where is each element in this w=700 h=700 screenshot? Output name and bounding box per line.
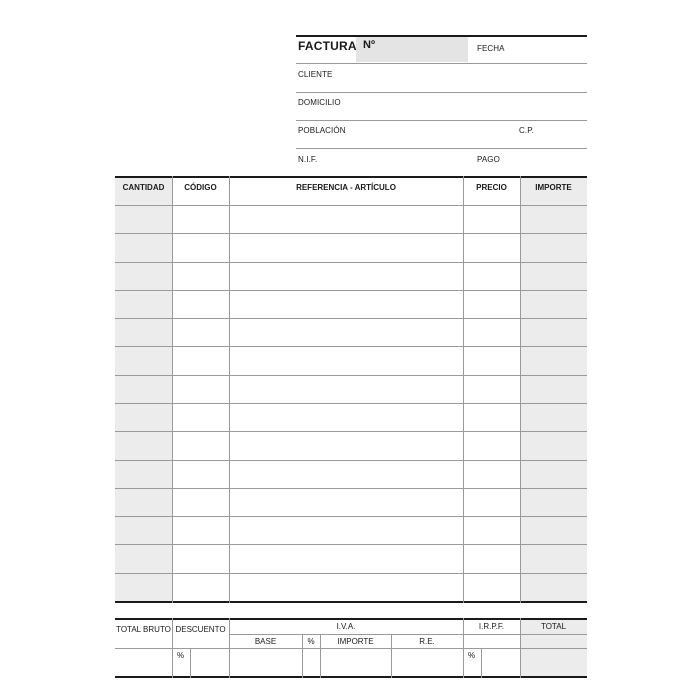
discount-percent-divider: [190, 648, 191, 678]
totals-top-rule: [115, 618, 587, 620]
iva-subheader-rule: [229, 634, 587, 635]
column-divider: [229, 176, 230, 603]
irpf-percent-divider: [481, 648, 482, 678]
table-row-line: [115, 460, 587, 461]
header-rule: [296, 120, 587, 121]
total-bruto-label: TOTAL BRUTO: [116, 625, 171, 634]
iva-percent-label: %: [307, 637, 315, 646]
header-rule: [296, 148, 587, 149]
table-row-line: [115, 318, 587, 319]
column-header-amount: IMPORTE: [535, 183, 572, 192]
header-rule: [296, 92, 587, 93]
payment-label: PAGO: [477, 155, 500, 164]
postal-code-label: C.P.: [519, 126, 534, 135]
client-label: CLIENTE: [298, 70, 333, 79]
column-header-price: PRECIO: [476, 183, 507, 192]
table-row-line: [115, 573, 587, 574]
table-top-rule: [115, 176, 587, 178]
table-row-line: [115, 375, 587, 376]
discount-percent-label: %: [177, 651, 185, 660]
irpf-percent-label: %: [468, 651, 476, 660]
re-label: R.E.: [419, 637, 435, 646]
table-row-line: [115, 431, 587, 432]
table-row-line: [115, 205, 587, 206]
table-bottom-rule: [115, 601, 587, 603]
table-row-line: [115, 262, 587, 263]
table-row-line: [115, 403, 587, 404]
column-divider: [463, 176, 464, 603]
discount-label: DESCUENTO: [175, 625, 226, 634]
nif-label: N.I.F.: [298, 155, 318, 164]
table-row-line: [115, 290, 587, 291]
total-label: TOTAL: [540, 622, 567, 631]
items-table: [115, 176, 587, 603]
quantity-column-shade: [115, 176, 172, 603]
date-label: FECHA: [477, 44, 505, 53]
amount-column-shade: [520, 176, 587, 603]
table-row-line: [115, 346, 587, 347]
totals-mid-rule: [115, 648, 587, 649]
table-row-line: [115, 488, 587, 489]
iva-amount-label: IMPORTE: [337, 637, 374, 646]
address-label: DOMICILIO: [298, 98, 341, 107]
table-row-line: [115, 516, 587, 517]
table-row-line: [115, 544, 587, 545]
header-rule: [296, 63, 587, 64]
column-header-quantity: CANTIDAD: [122, 183, 165, 192]
table-row-line: [115, 233, 587, 234]
iva-base-label: BASE: [254, 637, 277, 646]
column-divider: [172, 176, 173, 603]
town-label: POBLACIÓN: [298, 126, 346, 135]
totals-table: [115, 618, 587, 678]
column-divider: [520, 176, 521, 603]
iva-label: I.V.A.: [336, 622, 356, 631]
column-header-reference: REFERENCIA - ARTÍCULO: [296, 183, 396, 192]
invoice-title: FACTURA: [298, 39, 357, 53]
totals-bottom-rule: [115, 676, 587, 678]
irpf-label: I.R.P.F.: [478, 622, 505, 631]
invoice-number-label: Nº: [363, 39, 375, 51]
column-header-code: CÓDIGO: [184, 183, 217, 192]
